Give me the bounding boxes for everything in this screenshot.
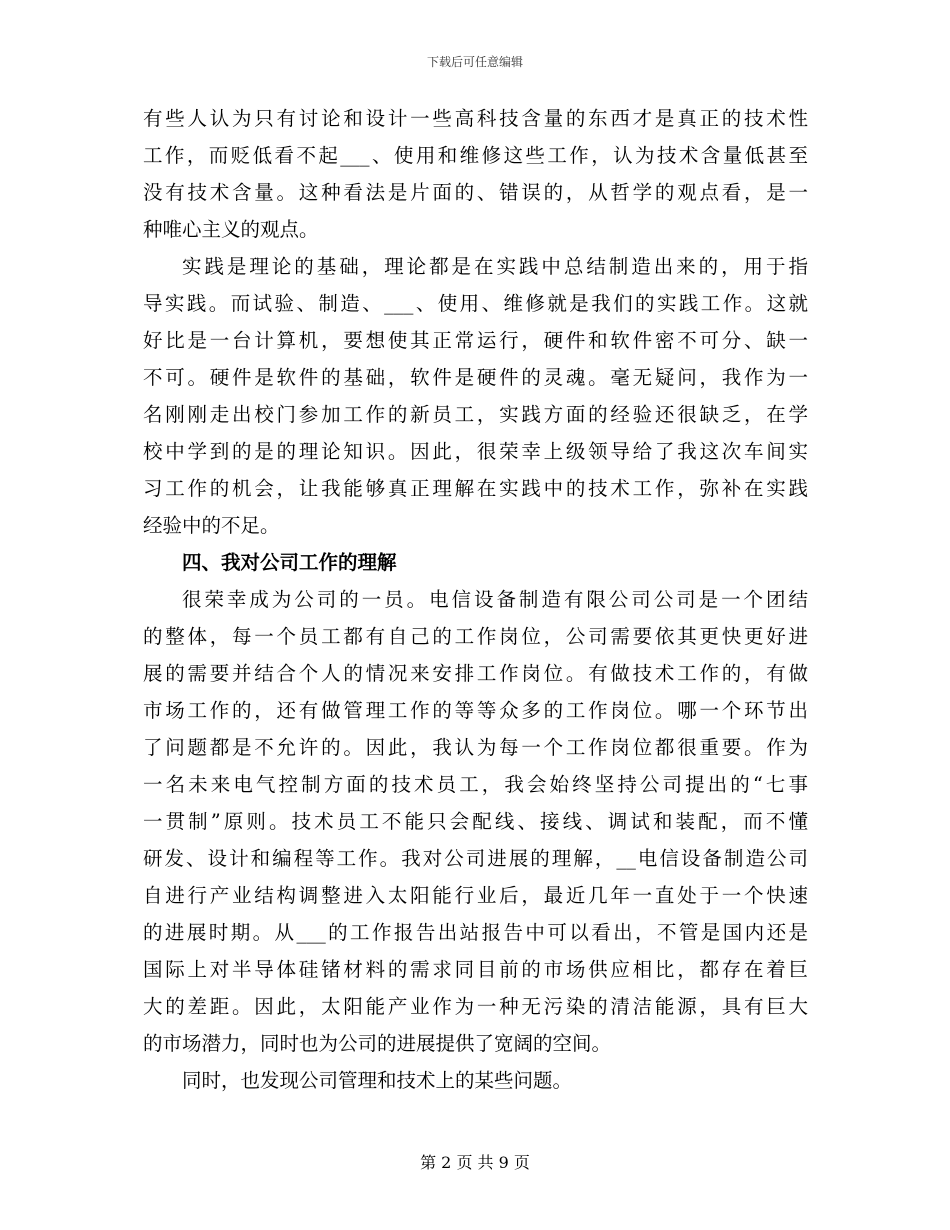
paragraph-line: 国际上对半导体硅锗材料的需求同目前的市场供应相比，都存在着巨 (143, 958, 808, 981)
paragraph-line: 一贯制”原则。技术员工不能只会配线、接线、调试和装配，而不懂 (143, 810, 808, 833)
paragraph-line: 的市场潜力，同时也为公司的进展提供了宽阔的空间。 (143, 1032, 612, 1055)
paragraph-line: 种唯心主义的观点。 (143, 218, 319, 241)
paragraph-line: 一名未来电气控制方面的技术员工，我会始终坚持公司提出的“七事 (143, 773, 808, 796)
paragraph-line: 的整体，每一个员工都有自己的工作岗位，公司需要依其更快更好进 (143, 625, 808, 648)
paragraph-line: 导实践。而试验、制造、___、使用、维修就是我们的实践工作。这就 (143, 292, 808, 315)
page-footer: 第 2 页 共 9 页 (420, 1153, 530, 1172)
paragraph-line: 没有技术含量。这种看法是片面的、错误的，从哲学的观点看，是一 (143, 181, 808, 204)
paragraph-line: 的进展时期。从___的工作报告出站报告中可以看出，不管是国内还是 (143, 921, 808, 944)
paragraph-line: 大的差距。因此，太阳能产业作为一种无污染的清洁能源，具有巨大 (143, 995, 808, 1018)
paragraph-line: 校中学到的是的理论知识。因此，很荣幸上级领导给了我这次车间实 (143, 440, 808, 463)
paragraph-line: 很荣幸成为公司的一员。电信设备制造有限公司公司是一个团结 (182, 588, 808, 611)
paragraph-line: 实践是理论的基础，理论都是在实践中总结制造出来的，用于指 (182, 255, 808, 278)
paragraph-line: 习工作的机会，让我能够真正理解在实践中的技术工作，弥补在实践 (143, 477, 808, 500)
paragraph-line: 展的需要并结合个人的情况来安排工作岗位。有做技术工作的，有做 (143, 662, 808, 685)
document-body (143, 100, 808, 1099)
section-heading: 四、我对公司工作的理解 (182, 551, 397, 574)
paragraph-line: 名刚刚走出校门参加工作的新员工，实践方面的经验还很缺乏，在学 (143, 403, 808, 426)
paragraph-line: 研发、设计和编程等工作。我对公司进展的理解，__电信设备制造公司 (143, 847, 808, 870)
paragraph-line: 自进行产业结构调整进入太阳能行业后，最近几年一直处于一个快速 (143, 884, 808, 907)
paragraph-line: 工作，而贬低看不起___、使用和维修这些工作，认为技术含量低甚至 (143, 144, 808, 167)
paragraph-line: 了问题都是不允许的。因此，我认为每一个工作岗位都很重要。作为 (143, 736, 808, 759)
paragraph-line: 好比是一台计算机，要想使其正常运行，硬件和软件密不可分、缺一 (143, 329, 808, 352)
paragraph-line: 市场工作的，还有做管理工作的等等众多的工作岗位。哪一个环节出 (143, 699, 808, 722)
paragraph-line: 有些人认为只有讨论和设计一些高科技含量的东西才是真正的技术性 (143, 107, 808, 130)
paragraph-line: 不可。硬件是软件的基础，软件是硬件的灵魂。毫无疑问，我作为一 (143, 366, 808, 389)
paragraph-line: 同时，也发现公司管理和技术上的某些问题。 (182, 1069, 573, 1092)
paragraph-line: 经验中的不足。 (143, 514, 280, 537)
page-header: 下载后可任意编辑 (426, 55, 523, 69)
